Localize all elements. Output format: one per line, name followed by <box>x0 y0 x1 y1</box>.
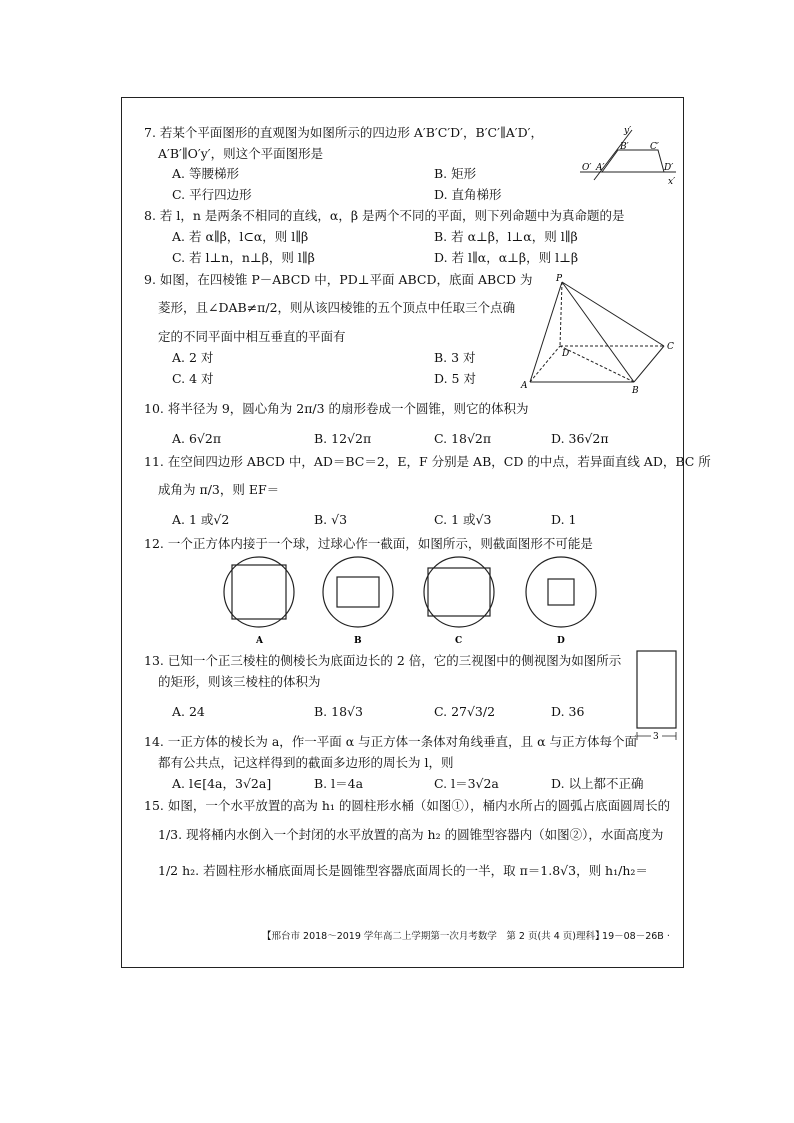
q12-label-b: B <box>354 636 362 646</box>
q9-label-c: C <box>667 342 674 352</box>
footer-title: 【邢台市 2018～2019 学年高二上学期第一次月考数学 第 2 页(共 4 页)理科】 <box>262 931 605 942</box>
q13-option-a: A. 24 <box>172 704 205 719</box>
q9-label-d: D <box>562 349 570 359</box>
q12-label-c: C <box>455 636 463 646</box>
q7-label-x: x′ <box>668 177 676 187</box>
q7-option-a: A. 等腰梯形 <box>172 166 239 181</box>
q9-label-p: P <box>556 274 563 284</box>
q14-option-c: C. l＝3√2a <box>434 776 499 791</box>
q7-label-y: y′ <box>624 126 632 136</box>
q10-option-c: C. 18√2π <box>434 431 492 446</box>
q13-option-d: D. 36 <box>551 704 585 719</box>
q8-option-b: B. 若 α⊥β，l⊥α，则 l∥β <box>434 229 578 244</box>
q13-option-b: B. 18√3 <box>314 704 363 719</box>
q14-line2: 都有公共点，记这样得到的截面多边形的周长为 l，则 <box>158 755 454 770</box>
q9-label-b: B <box>632 386 639 396</box>
q7-figure-trapezoid <box>580 120 680 192</box>
q12-label-d: D <box>557 636 565 646</box>
q7-line1: 7. 若某个平面图形的直观图为如图所示的四边形 A′B′C′D′，B′C′∥A′D′， <box>144 125 543 140</box>
q14-option-a: A. l∈[4a，3√2a] <box>172 776 272 791</box>
q9-label-a: A <box>521 381 528 391</box>
q7-line2: A′B′∥O′y′，则这个平面图形是 <box>158 146 324 161</box>
q12-figures <box>222 552 582 647</box>
q9-line2: 菱形，且∠DAB≠π/2，则从该四棱锥的五个顶点中任取三个点确 <box>158 300 516 315</box>
q12-figure-c <box>424 557 494 646</box>
q9-option-c: C. 4 对 <box>172 371 214 386</box>
q10-option-d: D. 36√2π <box>551 431 609 446</box>
q9-option-d: D. 5 对 <box>434 371 476 386</box>
q9-figure-pyramid <box>518 272 678 394</box>
q8-option-c: C. 若 l⊥n，n⊥β，则 l∥β <box>172 250 315 265</box>
q7-option-c: C. 平行四边形 <box>172 187 252 202</box>
q11-option-c: C. 1 或√3 <box>434 512 492 527</box>
q15-line1: 15. 如图，一个水平放置的高为 h₁ 的圆柱形水桶（如图①），桶内水所占的圆弧占底面圆周长的 <box>144 798 671 813</box>
q11-option-d: D. 1 <box>551 512 577 527</box>
q11-option-a: A. 1 或√2 <box>172 512 230 527</box>
q13-figure-rectangle <box>636 650 680 742</box>
footer-code: · 19－08－26B · <box>596 931 670 942</box>
q9-option-b: B. 3 对 <box>434 350 476 365</box>
q7-quadrilateral <box>602 150 664 172</box>
q10-option-b: B. 12√2π <box>314 431 372 446</box>
q12-figure-b <box>323 557 393 646</box>
q9-line3: 定的不同平面中相互垂直的平面有 <box>158 329 346 344</box>
q7-label-c: C′ <box>650 142 659 152</box>
q8-line1: 8. 若 l，n 是两条不相同的直线，α，β 是两个不同的平面，则下列命题中为真命题的是 <box>144 208 625 223</box>
q10-line1: 10. 将半径为 9，圆心角为 2π/3 的扇形卷成一个圆锥，则它的体积为 <box>144 401 529 416</box>
q14-line1: 14. 一正方体的棱长为 a，作一平面 α 与正方体一条体对角线垂直，且 α 与正方体每个面 <box>144 734 638 749</box>
q9-option-a: A. 2 对 <box>172 350 214 365</box>
q7-option-d: D. 直角梯形 <box>434 187 502 202</box>
q15-line2: 1/3. 现将桶内水倒入一个封闭的水平放置的高为 h₂ 的圆锥型容器内（如图②），水面高度为 <box>158 827 664 842</box>
q12-label-a: A <box>256 636 263 646</box>
q7-label-d: D′ <box>664 163 674 173</box>
q9-line1: 9. 如图，在四棱锥 P－ABCD 中，PD⊥平面 ABCD，底面 ABCD 为 <box>144 272 533 287</box>
q15-line3: 1/2 h₂. 若圆柱形水桶底面周长是圆锥型容器底面周长的一半，取 π＝1.8√3，则 h₁/h₂＝ <box>158 863 648 878</box>
q7-label-o: O′ <box>582 163 592 173</box>
q8-option-d: D. 若 l∥α，α⊥β，则 l⊥β <box>434 250 579 265</box>
q7-label-a: A′ <box>596 163 605 173</box>
q14-option-d: D. 以上都不正确 <box>551 776 644 791</box>
q13-line1: 13. 已知一个正三棱柱的侧棱长为底面边长的 2 倍，它的三视图中的侧视图为如图所示 <box>144 653 622 668</box>
q11-option-b: B. √3 <box>314 512 348 527</box>
q12-figure-a <box>224 557 294 646</box>
q13-option-c: C. 27√3/2 <box>434 704 496 719</box>
q13-line2: 的矩形，则该三棱柱的体积为 <box>158 674 321 689</box>
q11-line2: 成角为 π/3，则 EF＝ <box>158 482 280 497</box>
q14-option-b: B. l＝4a <box>314 776 364 791</box>
q7-option-b: B. 矩形 <box>434 166 477 181</box>
q7-label-b: B′ <box>620 142 629 152</box>
q8-option-a: A. 若 α∥β，l⊂α，则 l∥β <box>172 229 309 244</box>
q12-line1: 12. 一个正方体内接于一个球，过球心作一截面，如图所示，则截面图形不可能是 <box>144 536 593 551</box>
q11-line1: 11. 在空间四边形 ABCD 中，AD＝BC＝2，E，F 分别是 AB，CD 的中点，若异面直线 AD，BC 所 <box>144 454 711 469</box>
q13-dimension-label: 3 <box>653 732 659 742</box>
q10-option-a: A. 6√2π <box>172 431 222 446</box>
